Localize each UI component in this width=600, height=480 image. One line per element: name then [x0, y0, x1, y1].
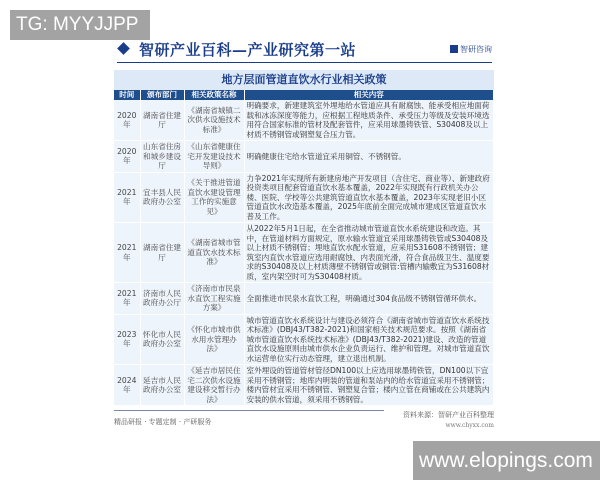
dept-cell: 怀化市人民政府办公室 [140, 314, 184, 365]
table-row [114, 141, 494, 173]
policy-cell: 《关于推进管道直饮水建设管理工作的实施意见》 [184, 172, 244, 223]
brand-icon [450, 45, 458, 53]
diamond-icon [117, 42, 130, 55]
policy-cell: 《济南市市民泉水直饮工程实施方案》 [184, 283, 244, 315]
page-title: 智研产业百科—产业研究第一站 [139, 41, 357, 59]
table-row [114, 314, 494, 365]
time-cell: 2020年 [114, 100, 140, 141]
table-row [114, 223, 494, 283]
brand-name: 智研咨询 [460, 45, 492, 54]
column-header: 相关政策名称 [184, 90, 244, 100]
table-row [114, 283, 494, 315]
table-row [114, 172, 494, 223]
column-header: 颁布部门 [140, 90, 184, 100]
time-cell: 2023年 [114, 314, 140, 365]
dept-cell: 宜丰县人民政府办公室 [140, 172, 184, 223]
policy-cell: 《怀化市城市供水用水管理办法》 [184, 314, 244, 365]
content-cell: 室外埋设的管道管材管径DN100以上应选用球墨铸铁管，DN100以下宜采用不锈钢管；地库内明装的管道和泵站内的给水管道宜采用不锈钢管；楼内管材宜采用不锈钢管、钢塑复合管；楼内立管在商铺或在公共建筑内安装的供水管道，须采用不锈钢管。 [244, 365, 494, 406]
column-header: 相关内容 [244, 90, 494, 100]
footer-source: 资料来源：智研产业百科整理 [403, 411, 494, 419]
content-cell: 城市管道直饮水系统设计与建设必须符合《湖南省城市管道直饮水系统技术标准》(DBJ43/T382-2021)和国家相关技术规范要求。按照《湖南省城市管道直饮水系统技术标准》(DBJ43/T382-2021)建设、改造的管道直饮水设施原则由城市供水企业负责运行、维护和管理。对城市管道直饮水运营单位实行动态管理，建立退出机制。 [244, 314, 494, 365]
content-cell: 明确要求，新建建筑室外埋地给水管道应具有耐腐蚀、能承受相应地面荷载和冰冻深度等能力，应根据工程地质条件、承受压力等级及安装环境选用符合国家标准的管材及配套管件，应采用球墨铸铁管、S30408及以上材质不锈钢管或钢塑复合压力管。 [244, 100, 494, 141]
footer-url: www.chyxx.com [445, 422, 494, 429]
dept-cell: 湖南省住建厅 [140, 223, 184, 283]
policy-cell: 《湖南省城镇二次供水设施技术标准》 [184, 100, 244, 141]
overlay-label: TG: MYYJJPP [10, 10, 150, 40]
page-header [117, 38, 492, 60]
dept-cell: 山东省住房和城乡建设厅 [140, 141, 184, 173]
content-cell: 明确健康住宅给水管道宜采用铜管、不锈钢管。 [244, 141, 494, 173]
dept-cell: 济南市人民政府办公厅 [140, 283, 184, 315]
content-cell: 从2022年5月1日起，在全省推动城市管道直饮水系统建设和改造。其中，在管道材料方面规定，原水输水管道宜采用球墨铸铁管或S30408及以上材质不锈钢管；埋地直饮水配水管道，应采用S31608不锈钢管；建筑室内直饮水管道应选用耐腐蚀、内表面光滑，符合食品级卫生、温度要求的S30408及以上材质薄壁不锈钢管或铜管:管槽内输敷宜为S31608材质，室内架空时可为S30408材质。 [244, 223, 494, 283]
brand-logo [450, 44, 492, 55]
table-title: 地方层面管道直饮水行业相关政策 [114, 70, 494, 90]
column-header: 时间 [114, 90, 140, 100]
table-header-row [114, 90, 494, 100]
header-divider [117, 62, 492, 63]
dept-cell: 延吉市人民政府办公室 [140, 365, 184, 406]
time-cell: 2020年 [114, 141, 140, 173]
table-row [114, 100, 494, 141]
policy-table [114, 70, 494, 406]
policy-cell: 《湖南省城市管道直饮水技术标准》 [184, 223, 244, 283]
watermark: www.elopings.com [413, 441, 600, 480]
policy-cell: 《延吉市居民住宅二次供水设施建设移交暂行办法》 [184, 365, 244, 406]
time-cell: 2021年 [114, 172, 140, 223]
content-cell: 全面推进市民泉水直饮工程，明确通过304食品级不锈钢管循环供水。 [244, 283, 494, 315]
time-cell: 2024年 [114, 365, 140, 406]
time-cell: 2021年 [114, 223, 140, 283]
table-row [114, 365, 494, 406]
footer-divider [114, 410, 384, 411]
dept-cell: 湖南省住建厅 [140, 100, 184, 141]
content-cell: 力争2021年实现所有新建房地产开发项目（含住宅、商业等）、新建政府投资类项目配套管道直饮水基本覆盖，2022年实现既有行政机关办公楼、医院、学校等公共建筑管道直饮水基本覆盖，2023年实现老旧小区管道直饮水改造基本覆盖，2025年底前全面完成城市建成区管道直饮水普及工作。 [244, 172, 494, 223]
main-content [114, 70, 494, 434]
footer-services: 精品研报 · 专题定制 · 产研服务 [114, 418, 212, 426]
policy-cell: 《山东省健康住宅开发建设技术导则》 [184, 141, 244, 173]
time-cell: 2021年 [114, 283, 140, 315]
footer [114, 410, 494, 434]
